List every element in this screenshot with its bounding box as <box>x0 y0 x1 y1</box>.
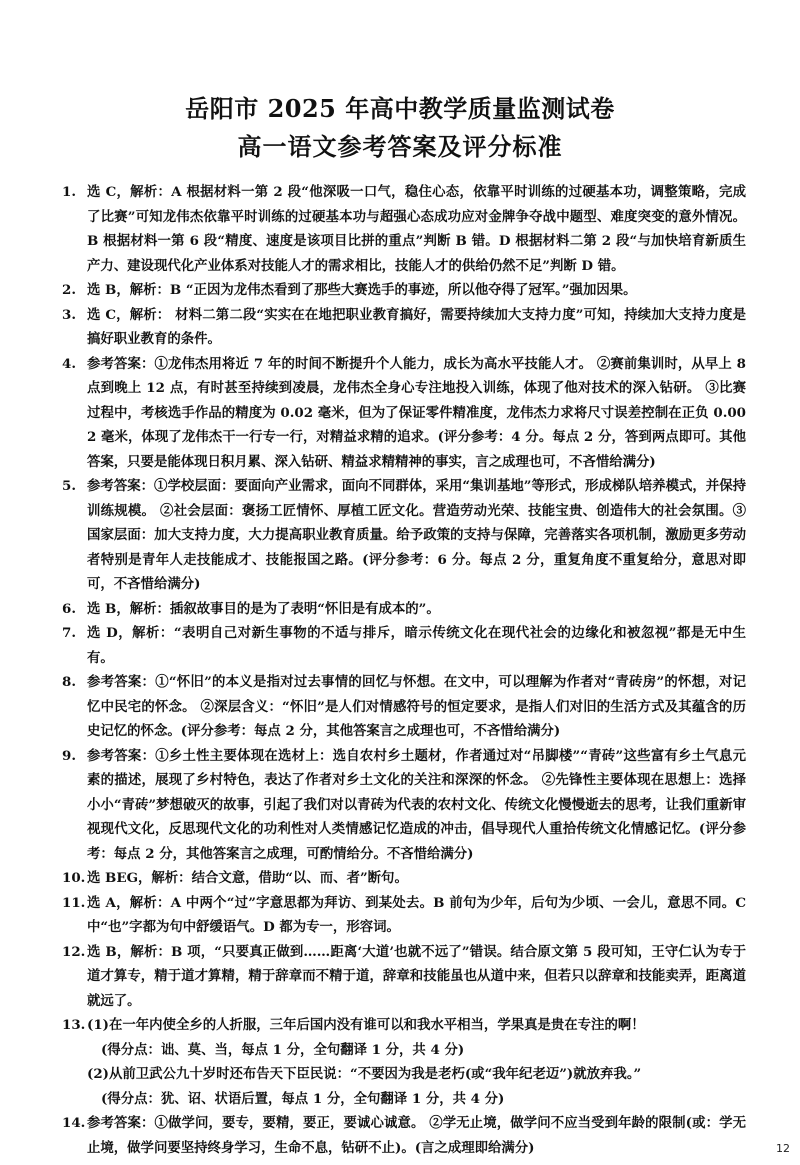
item-number: 3. <box>62 306 76 323</box>
item-number: 6. <box>62 600 76 617</box>
page-number: 12 <box>776 1142 790 1155</box>
item-number: 10. <box>62 870 86 886</box>
translation-1-score: (得分点：诎、莫、当，每点 1 分，全句翻译 1 分，共 4 分) <box>101 1041 465 1058</box>
translation-2: (2)从前卫武公九十岁时还布告天下臣民说：“不要因为我是老朽(或“我年纪老迈”)就放弃我。” <box>87 1066 642 1082</box>
item-text: 选 BEG，解析：结合文意，借助“以、而、者”断句。 <box>87 870 408 886</box>
item-text: 参考答案：①做学问，要专，要精，要正，要诚心诚意。 ②学无止境，做学问不应当受到年龄的限制(或：学无止境，做学问要坚持终身学习，生命不息，钻研不止)。(言之成理即给满分) <box>87 1115 746 1156</box>
item-number: 5. <box>62 478 76 494</box>
item-text: 选 B，解析：插叙故事目的是为了表明“怀旧是有成本的”。 <box>87 600 440 617</box>
item-number: 2. <box>62 282 76 298</box>
answer-item-11 <box>62 891 746 940</box>
item-text: 选 A，解析：A 中两个“过”字意思都为拜访、到某处去。B 前句为少年，后句为少顷、一会儿，意思不同。C 中“也”字都为句中舒缓语气。D 都为专一，形容词。 <box>87 894 746 935</box>
item-number: 13. <box>62 1017 86 1033</box>
document-subtitle: 高一语文参考答案及评分标准 <box>237 132 563 161</box>
item-text: 选 C，解析： 材料二第二段“实实在在地把职业教育搞好，需要持续加大支持力度”可知，持续加大支持力度是搞好职业教育的条件。 <box>87 306 746 347</box>
answer-item-10 <box>62 866 746 891</box>
answer-list <box>62 180 746 1160</box>
item-number: 7. <box>62 625 76 641</box>
answer-item-9 <box>62 744 746 867</box>
item-number: 14. <box>62 1115 86 1131</box>
item-text: 选 B，解析：B “正因为龙伟杰看到了那些大赛选手的事迹，所以他夺得了冠军。”强加因果。 <box>87 282 637 298</box>
answer-item-13 <box>62 1013 746 1038</box>
translation-1: (1)在一年内使全乡的人折服，三年后国内没有谁可以和我水平相当，学果真是贵在专注的啊！ <box>87 1017 645 1033</box>
item-number: 1. <box>62 184 76 200</box>
item-number: 11. <box>62 894 86 911</box>
answer-item-1 <box>62 180 746 278</box>
item-text: 选 C，解析：A 根据材料一第 2 段“他深吸一口气，稳住心态，依靠平时训练的过硬基本功，调整策略，完成了比赛”可知龙伟杰依靠平时训练的过硬基本功与超强心态成功应对金牌争夺战中题型、难度突变的意外情况。B 根据材料一第 6 段“精度、速度是该项目比拼的重点”判断 B 错。D 根据材料二第 2 段“与加快培育新质生产力、建设现代化产业体系对技能人才的需求相比，技能人才的供给仍然不足”判断 D 错。 <box>87 184 746 274</box>
answer-item-7 <box>62 621 746 670</box>
item-text: 选 B，解析：B 项，“只要真正做到……距离‘大道’也就不远了”错误。结合原文第 5 段可知，王守仁认为专于道才算专，精于道才算精，精于辞章而不精于道，辞章和技能虽也从道中来，但若只以辞章和技能卖弄，距离道就远了。 <box>87 943 746 1009</box>
item-text: 参考答案：①学校层面：要面向产业需求，面向不同群体，采用“集训基地”等形式，形成梯队培养模式，并保持训练规模。 ②社会层面：褒扬工匠情怀、厚植工匠文化。营造劳动光荣、技能宝贵、创造伟大的社会氛围。③国家层面：加大支持力度，大力提高职业教育质量。给予政策的支持与保障，完善落实各项机制，激励更多劳动者特别是青年人走技能成才、技能报国之路。(评分参考：6 分。每点 2 分，重复角度不重复给分，意思对即可，不吝惜给满分) <box>87 478 746 592</box>
answer-item-14 <box>62 1111 746 1160</box>
answer-item-2 <box>62 278 746 303</box>
translation-2-score: (得分点：犹、诏、状语后置，每点 1 分，全句翻译 1 分，共 4 分) <box>101 1090 505 1107</box>
answer-item-4 <box>62 352 746 475</box>
answer-item-6 <box>62 597 746 622</box>
answer-item-3 <box>62 303 746 352</box>
item-text: 选 D，解析：“表明自己对新生事物的不适与排斥，暗示传统文化在现代社会的边缘化和被忽视”都是无中生有。 <box>87 625 746 666</box>
item-text: 参考答案：①乡土性主要体现在选材上：选自农村乡土题材，作者通过对“吊脚楼”“青砖”这些富有乡土气息元素的描述，展现了乡村特色，表达了作者对乡土文化的关注和深深的怀念。 ②先锋性主要体现在思想上：选择小小“青砖”梦想破灭的故事，引起了我们对以青砖为代表的农村文化、传统文化慢慢逝去的思考，让我们重新审视现代文化，反思现代文化的功利性对人类情感记忆造成的冲击，倡导现代人重拾传统文化情感记忆。(评分参考：每点 2 分，其他答案言之成理，可酌情给分。不吝惜给满分) <box>87 747 746 862</box>
item-number: 9. <box>62 747 76 764</box>
answer-item-5 <box>62 474 746 597</box>
answer-item-12 <box>62 940 746 1014</box>
document-title: 岳阳市 2025 年高中教学质量监测试卷 <box>185 94 615 123</box>
item-number: 8. <box>62 674 76 690</box>
item-number: 12. <box>62 943 86 960</box>
item-number: 4. <box>62 355 76 372</box>
item-text: 参考答案：①龙伟杰用将近 7 年的时间不断提升个人能力，成长为高水平技能人才。 ②赛前集训时，从早上 8 点到晚上 12 点，有时甚至持续到凌晨，龙伟杰全身心专注地投入训练，体现了他对技术的深入钻研。 ③比赛过程中，考核选手作品的精度为 0.02 毫米，但为了保证零件精准度，龙伟杰力求将尺寸误差控制在正负 0.002 毫米，体现了龙伟杰干一行专一行，对精益求精的追求。(评分参考：4 分。每点 2 分，答到两点即可。其他答案，只要是能体现日积月累、深入钻研、精益求精精神的事实，言之成理也可，不吝惜给满分) <box>87 355 746 470</box>
item-text: 参考答案：①“怀旧”的本义是指对过去事情的回忆与怀想。在文中，可以理解为作者对“青砖房”的怀想，对记忆中民宅的怀念。 ②深层含义：“怀旧”是人们对情感符号的恒定要求，是指人们对旧的生活方式及其蕴含的历史记忆的怀念。(评分参考：每点 2 分，其他答案言之成理也可，不吝惜给满分) <box>87 674 746 739</box>
answer-item-8 <box>62 670 746 744</box>
